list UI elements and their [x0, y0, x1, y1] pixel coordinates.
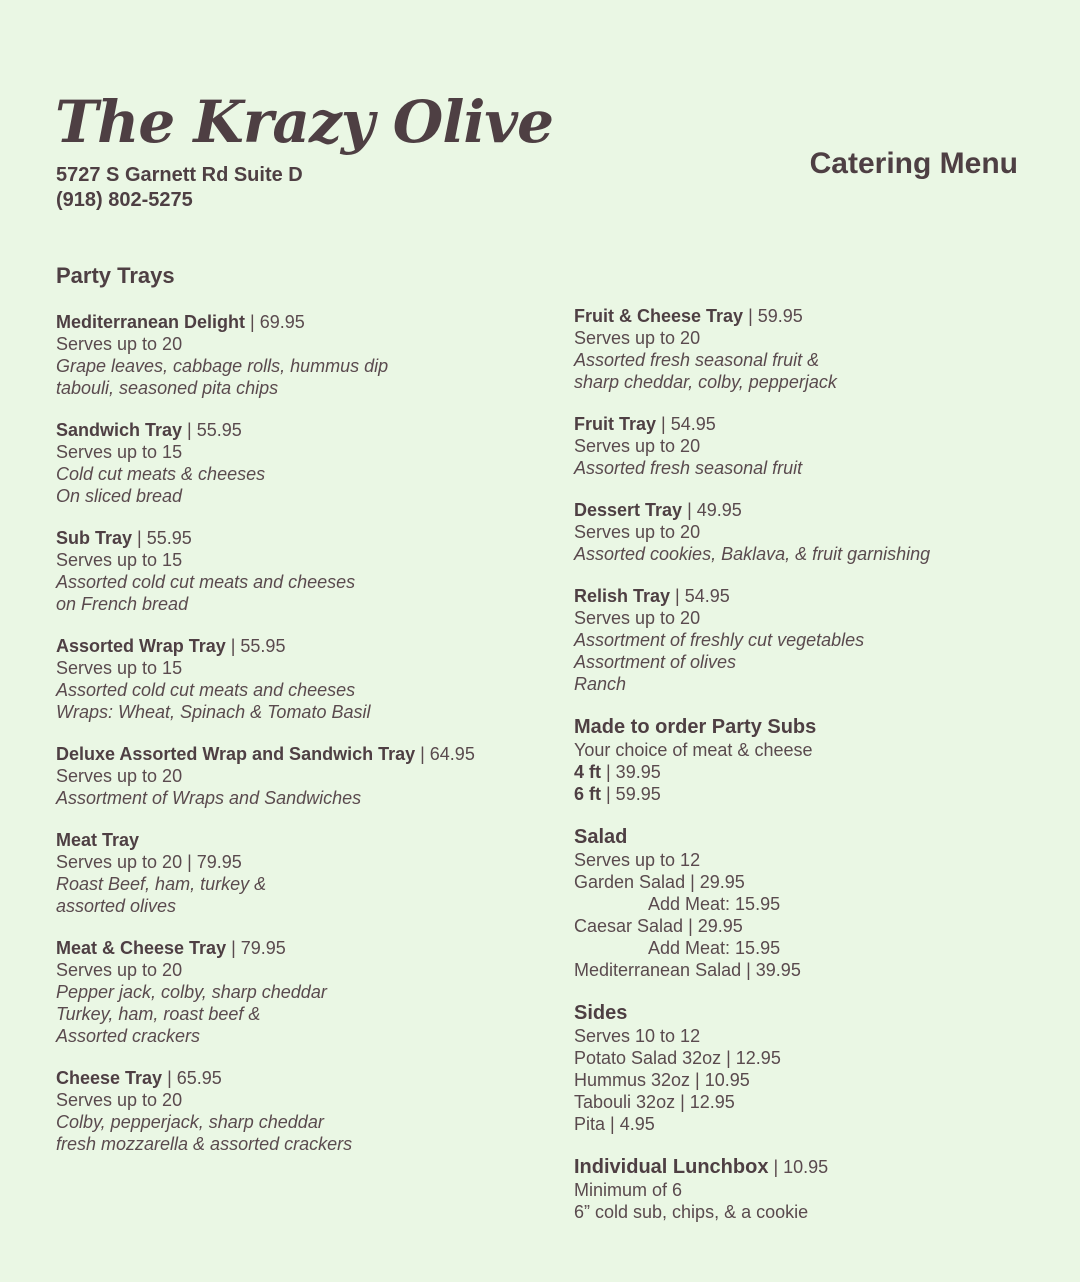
item-description: Colby, pepperjack, sharp cheddar: [56, 1112, 324, 1132]
item-name: Sub Tray: [56, 528, 133, 548]
item-serves: Serves up to 20: [574, 328, 701, 348]
item-description: Roast Beef, ham, turkey &: [56, 874, 267, 894]
sides-line: Potato Salad 32oz | 12.95: [574, 1048, 781, 1068]
menu-item: [56, 937, 536, 1047]
menu-item: [56, 311, 536, 399]
item-serves: Serves up to 20: [56, 1090, 183, 1110]
restaurant-logo: The Krazy Olive: [55, 88, 553, 156]
menu-item: [56, 527, 536, 615]
item-description: Ranch: [574, 674, 627, 694]
salad-section: [574, 825, 1054, 981]
item-name: Assorted Wrap Tray: [56, 636, 226, 656]
item-description: sharp cheddar, colby, pepperjack: [574, 372, 837, 392]
item-name: Deluxe Assorted Wrap and Sandwich Tray: [56, 744, 416, 764]
item-description: assorted olives: [56, 896, 177, 916]
item-description: Wraps: Wheat, Spinach & Tomato Basil: [56, 702, 371, 722]
item-description: on French bread: [56, 594, 189, 614]
sides-line: Pita | 4.95: [574, 1114, 655, 1134]
item-serves: Serves up to 20: [56, 960, 183, 980]
item-description: Assortment of olives: [574, 652, 737, 672]
salad-serves: Serves up to 12: [574, 850, 701, 870]
address: 5727 S Garnett Rd Suite D: [56, 164, 303, 186]
section-heading-salad: Salad: [574, 826, 628, 848]
item-description: Assorted fresh seasonal fruit: [574, 458, 803, 478]
item-name: Sandwich Tray: [56, 420, 183, 440]
item-price: | 55.95: [225, 636, 286, 656]
item-description: On sliced bread: [56, 486, 183, 506]
item-serves: Serves up to 20: [574, 608, 701, 628]
item-serves: Serves up to 15: [56, 442, 183, 462]
item-description: Cold cut meats & cheeses: [56, 464, 266, 484]
item-price: | 65.95: [162, 1068, 222, 1088]
party-subs-subtitle: Your choice of meat & cheese: [574, 740, 813, 760]
item-name: Fruit Tray: [574, 414, 657, 434]
item-price: | 49.95: [682, 500, 742, 520]
party-sub-size: [574, 783, 1054, 805]
item-price: | 54.95: [656, 414, 716, 434]
garden-salad: Garden Salad | 29.95: [574, 872, 745, 892]
item-price: | 79.95: [226, 938, 286, 958]
sides-line: Hummus 32oz | 10.95: [574, 1070, 750, 1090]
item-description: Assorted cold cut meats and cheeses: [56, 572, 356, 592]
garden-add-meat: Add Meat: 15.95: [648, 894, 781, 914]
left-column: [56, 311, 536, 1175]
item-price: | 59.95: [743, 306, 803, 326]
item-description: tabouli, seasoned pita chips: [56, 378, 279, 398]
item-serves: Serves up to 20: [574, 436, 701, 456]
item-serves: Serves up to 20 | 79.95: [56, 852, 242, 872]
section-heading-party-trays: Party Trays: [56, 263, 175, 288]
menu-item: [56, 635, 536, 723]
menu-item: [56, 829, 536, 917]
item-name: Dessert Tray: [574, 500, 683, 520]
item-price: | 55.95: [182, 420, 242, 440]
mediterranean-salad: Mediterranean Salad | 39.95: [574, 960, 801, 980]
lunchbox-name: Individual Lunchbox: [574, 1156, 769, 1178]
sides-line: Serves 10 to 12: [574, 1026, 701, 1046]
sub-size-price: | 59.95: [601, 784, 661, 804]
menu-item: [56, 1067, 536, 1155]
right-column: [574, 305, 1054, 1243]
lunchbox-line: 6” cold sub, chips, & a cookie: [574, 1202, 809, 1222]
menu-title: Catering Menu: [809, 147, 1018, 180]
item-serves: Serves up to 20: [574, 522, 701, 542]
menu-item: [56, 419, 536, 507]
caesar-add-meat: Add Meat: 15.95: [648, 938, 781, 958]
item-price: | 55.95: [132, 528, 192, 548]
item-description: Assorted fresh seasonal fruit &: [574, 350, 820, 370]
menu-item: [574, 413, 1054, 479]
sub-size-label: 6 ft: [574, 784, 601, 804]
item-name: Mediterranean Delight: [56, 312, 246, 332]
item-price: | 69.95: [245, 312, 305, 332]
item-description: Assorted cookies, Baklava, & fruit garnishing: [574, 544, 931, 564]
sides-section: [574, 1001, 1054, 1135]
menu-item: [574, 585, 1054, 695]
lunchbox-section: [574, 1155, 1054, 1223]
item-serves: Serves up to 20: [56, 334, 183, 354]
phone-number: (918) 802-5275: [56, 189, 193, 211]
section-heading-party-subs: Made to order Party Subs: [574, 716, 817, 738]
contact-info: [56, 163, 303, 213]
item-name: Fruit & Cheese Tray: [574, 306, 744, 326]
section-heading-sides: Sides: [574, 1002, 628, 1024]
party-sub-size: [574, 761, 1054, 783]
item-name: Meat Tray: [56, 830, 140, 850]
menu-item: [574, 499, 1054, 565]
sub-size-label: 4 ft: [574, 762, 601, 782]
item-description: Assortment of freshly cut vegetables: [574, 630, 865, 650]
item-name: Relish Tray: [574, 586, 671, 606]
caesar-salad: Caesar Salad | 29.95: [574, 916, 743, 936]
item-description: Turkey, ham, roast beef &: [56, 1004, 261, 1024]
menu-item: [574, 305, 1054, 393]
menu-item: [56, 743, 536, 809]
lunchbox-line: Minimum of 6: [574, 1180, 683, 1200]
item-description: Pepper jack, colby, sharp cheddar: [56, 982, 327, 1002]
item-serves: Serves up to 20: [56, 766, 183, 786]
item-price: | 54.95: [670, 586, 730, 606]
item-description: Assorted crackers: [56, 1026, 201, 1046]
item-description: Grape leaves, cabbage rolls, hummus dip: [56, 356, 389, 376]
item-name: Cheese Tray: [56, 1068, 163, 1088]
item-description: Assortment of Wraps and Sandwiches: [56, 788, 362, 808]
item-description: fresh mozzarella & assorted crackers: [56, 1134, 353, 1154]
sub-size-price: | 39.95: [601, 762, 661, 782]
item-serves: Serves up to 15: [56, 550, 183, 570]
item-price: | 64.95: [415, 744, 475, 764]
item-serves: Serves up to 15: [56, 658, 183, 678]
sides-line: Tabouli 32oz | 12.95: [574, 1092, 735, 1112]
party-subs-section: [574, 715, 1054, 805]
lunchbox-price: | 10.95: [768, 1157, 829, 1177]
item-name: Meat & Cheese Tray: [56, 938, 227, 958]
item-description: Assorted cold cut meats and cheeses: [56, 680, 356, 700]
